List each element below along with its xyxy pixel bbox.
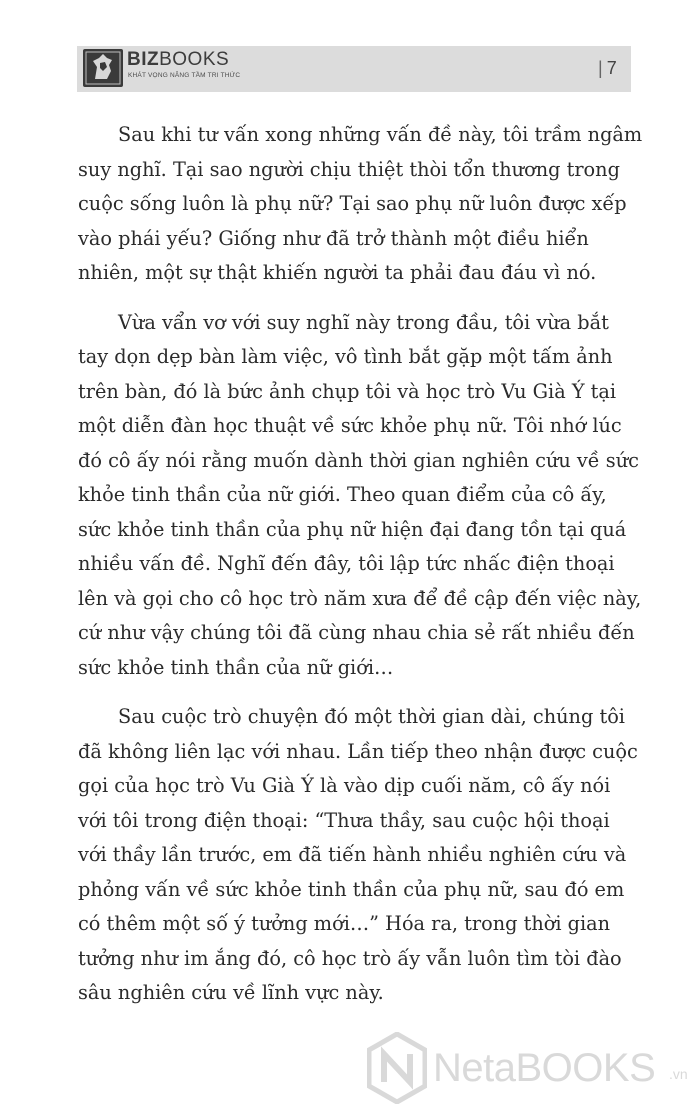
watermark-text: NetaBOOKS: [433, 1046, 656, 1090]
text-line: Sau cuộc trò chuyện đó một thời gian dài, chúng tôi: [118, 705, 625, 728]
text-line: Sau khi tư vấn xong những vấn đề này, tôi trầm ngâm: [118, 123, 643, 146]
text-line: lên và gọi cho cô học trò năm xưa để đề cập đến việc này,: [78, 586, 642, 610]
text-line: khỏe tinh thần của nữ giới. Theo quan điểm của cô ấy,: [78, 483, 607, 506]
text-line: trên bàn, đó là bức ảnh chụp tôi và học trò Vu Già Ý tại: [78, 379, 617, 403]
text-line: nhiều vấn đề. Nghĩ đến đây, tôi lập tức nhấc điện thoại: [78, 552, 615, 575]
brand-name: BIZBOOKS: [127, 49, 230, 70]
text-line: với thầy lần trước, em đã tiến hành nhiều nghiên cứu và: [78, 843, 627, 866]
netabooks-logo-icon: [367, 1032, 427, 1104]
text-line: sức khỏe tinh thần của nữ giới…: [78, 655, 394, 679]
text-line: đó cô ấy nói rằng muốn dành thời gian nghiên cứu về sức: [78, 448, 639, 472]
text-line: sức khỏe tinh thần của phụ nữ hiện đại đang tồn tại quá: [78, 517, 627, 541]
text-line: sâu nghiên cứu về lĩnh vực này.: [78, 981, 384, 1004]
text-line: một diễn đàn học thuật về sức khỏe phụ nữ. Tôi nhớ lúc: [78, 414, 622, 437]
text-line: gọi của học trò Vu Già Ý là vào dịp cuối năm, cô ấy nói: [78, 774, 611, 797]
text-line: đã không liên lạc với nhau. Lần tiếp theo nhận được cuộc: [78, 739, 638, 763]
text-line: tay dọn dẹp bàn làm việc, vô tình bắt gặp một tấm ảnh: [78, 345, 613, 368]
watermark-suffix: .vn: [669, 1066, 688, 1082]
text-line: Vừa vẩn vơ với suy nghĩ này trong đầu, tôi vừa bắt: [118, 310, 609, 334]
page-number: | 7: [598, 58, 617, 78]
text-line: vào phái yếu? Giống như đã trở thành một điều hiển: [78, 226, 589, 250]
text-line: suy nghĩ. Tại sao người chịu thiệt thòi tổn thương trong: [78, 157, 620, 181]
text-line: cứ như vậy chúng tôi đã cùng nhau chia sẻ rất nhiều đến: [78, 621, 635, 644]
text-line: với tôi trong điện thoại: “Thưa thầy, sau cuộc hội thoại: [78, 808, 610, 832]
text-line: tưởng như im ắng đó, cô học trò ấy vẫn luôn tìm tòi đào: [78, 946, 622, 970]
brand-tagline: KHÁT VỌNG NÂNG TẦM TRI THỨC: [128, 72, 241, 79]
lion-logo-icon: [83, 49, 123, 87]
body-text: [78, 118, 643, 1026]
text-line: có thêm một số ý tưởng mới…” Hóa ra, trong thời gian: [78, 912, 611, 935]
text-line: phỏng vấn về sức khỏe tinh thần của phụ nữ, sau đó em: [78, 877, 625, 901]
paragraph: [78, 306, 642, 686]
netabooks-watermark: [367, 1030, 697, 1110]
paragraph: [78, 118, 643, 291]
text-line: nhiên, một sự thật khiến người ta phải đau đáu vì nó.: [78, 261, 597, 284]
text-line: cuộc sống luôn là phụ nữ? Tại sao phụ nữ luôn được xếp: [78, 192, 627, 215]
paragraph: [78, 700, 638, 1011]
